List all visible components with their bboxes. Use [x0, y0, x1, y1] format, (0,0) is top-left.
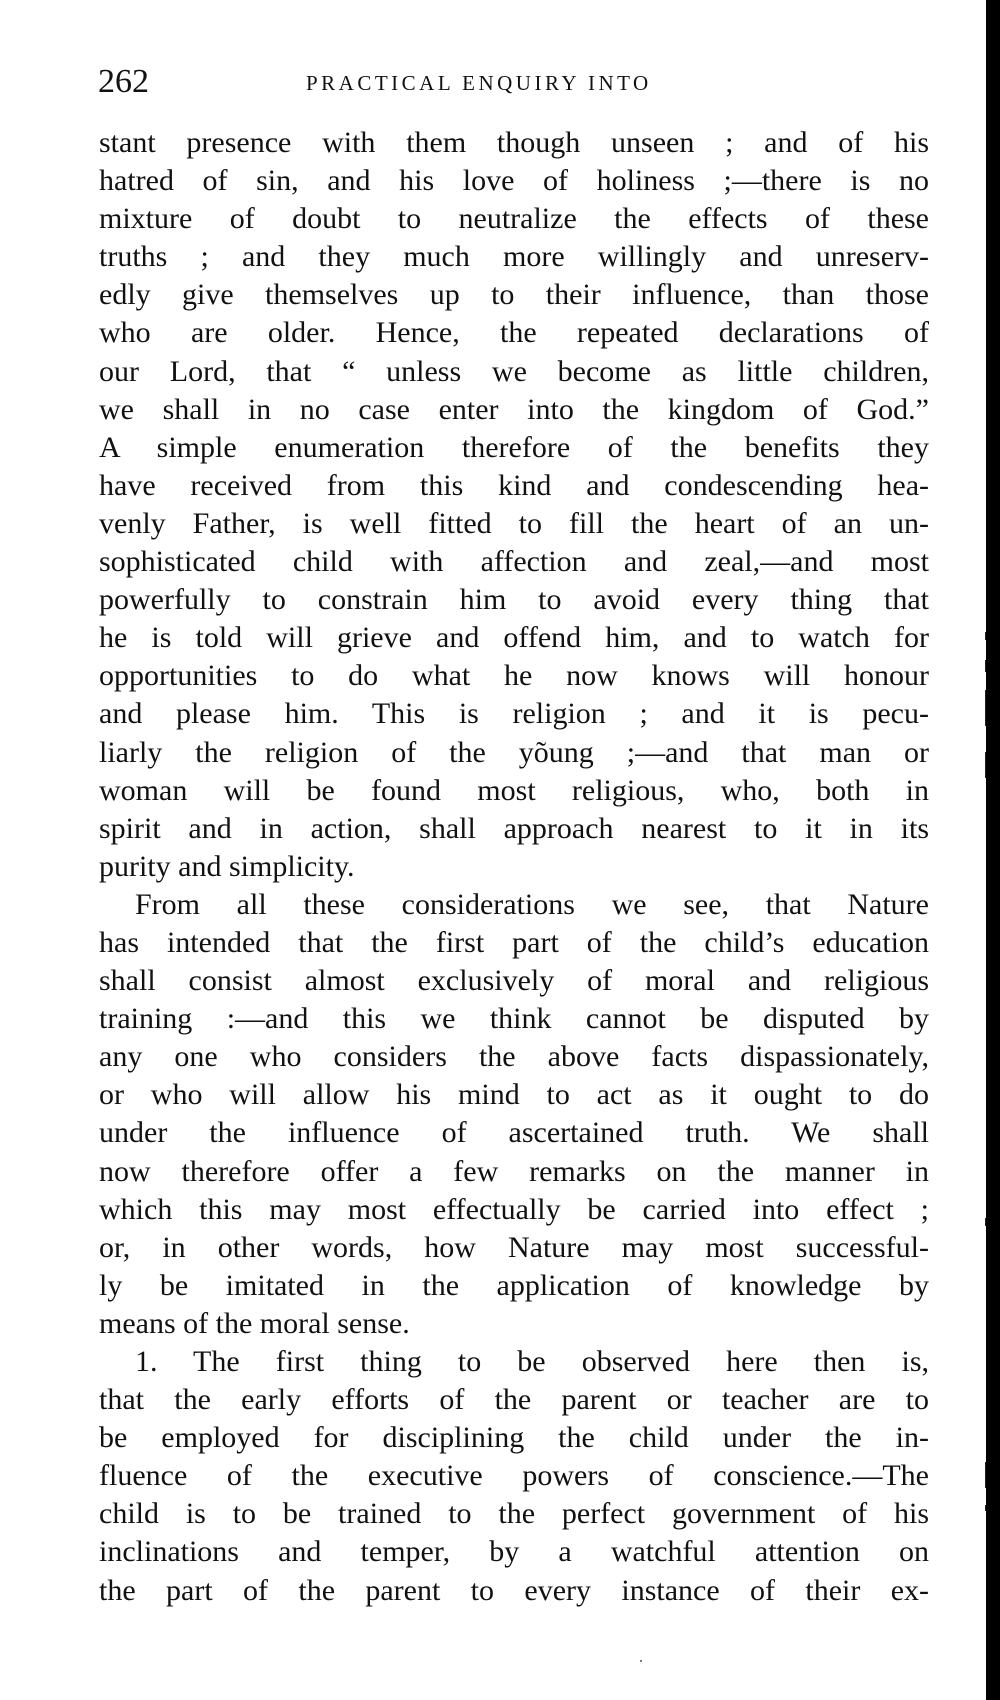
- text-line: sophisticated child with affection and zeal,—and most: [99, 545, 929, 579]
- text-line: who are older. Hence, the repeated declarations of: [99, 316, 929, 350]
- text-line: inclinations and temper, by a watchful attention on: [99, 1535, 929, 1569]
- text-line: edly give themselves up to their influence, than those: [99, 278, 929, 312]
- body-text: [99, 124, 929, 1610]
- text-line: spirit and in action, shall approach nearest to it in its: [99, 811, 929, 845]
- text-line: venly Father, is well fitted to fill the heart of an un-: [99, 506, 929, 540]
- text-line: ly be imitated in the application of knowledge by: [99, 1268, 929, 1302]
- text-line: A simple enumeration therefore of the benefits they: [99, 430, 929, 464]
- text-line: mixture of doubt to neutralize the effects of these: [99, 202, 929, 236]
- ink-speck: [640, 1660, 642, 1662]
- text-line: or who will allow his mind to act as it ought to do: [99, 1078, 929, 1112]
- text-line: stant presence with them though unseen ; and of his: [99, 126, 929, 159]
- paragraph-first-line: 1. The first thing to be observed here then is,: [135, 1345, 929, 1378]
- running-title: PRACTICAL ENQUIRY INTO: [306, 71, 652, 95]
- text-line: training :—and this we think cannot be disputed by: [99, 1002, 929, 1036]
- text-line: under the influence of ascertained truth. We shall: [99, 1116, 929, 1150]
- text-line: opportunities to do what he now knows will honour: [99, 659, 929, 693]
- text-line: fluence of the executive powers of conscience.—The: [99, 1459, 929, 1493]
- text-line: or, in other words, how Nature may most successful-: [99, 1230, 929, 1264]
- text-line: has intended that the first part of the child’s education: [99, 925, 929, 959]
- text-line: powerfully to constrain him to avoid every thing that: [99, 583, 929, 617]
- page-number: 262: [98, 63, 149, 100]
- text-line: have received from this kind and condescending hea-: [99, 468, 929, 502]
- page-header: [98, 62, 928, 102]
- text-line: that the early efforts of the parent or teacher are to: [99, 1383, 929, 1417]
- text-line: our Lord, that “ unless we become as little children,: [99, 354, 929, 388]
- text-line: the part of the parent to every instance of their ex-: [99, 1573, 929, 1607]
- text-line: liarly the religion of the yõung ;—and that man or: [99, 735, 929, 769]
- text-line: which this may most effectually be carried into effect ;: [99, 1192, 929, 1226]
- page-edge-shadow: [986, 0, 1000, 1700]
- paragraph-last-line: means of the moral sense.: [99, 1306, 410, 1340]
- text-line: be employed for disciplining the child under the in-: [99, 1421, 929, 1455]
- text-line: shall consist almost exclusively of moral and religious: [99, 964, 929, 998]
- text-line: we shall in no case enter into the kingdom of God.”: [99, 392, 929, 426]
- text-line: truths ; and they much more willingly and unreserv-: [99, 240, 929, 274]
- text-line: any one who considers the above facts dispassionately,: [99, 1040, 929, 1074]
- paragraph-first-line: From all these considerations we see, that Nature: [135, 887, 929, 921]
- text-line: hatred of sin, and his love of holiness ;—there is no: [99, 164, 929, 198]
- paragraph-last-line: purity and simplicity.: [99, 849, 355, 883]
- text-line: now therefore offer a few remarks on the manner in: [99, 1154, 929, 1188]
- text-line: he is told will grieve and offend him, and to watch for: [99, 621, 929, 655]
- text-line: woman will be found most religious, who, both in: [99, 773, 929, 807]
- text-line: and please him. This is religion ; and it is pecu-: [99, 697, 929, 731]
- text-line: child is to be trained to the perfect government of his: [99, 1497, 929, 1531]
